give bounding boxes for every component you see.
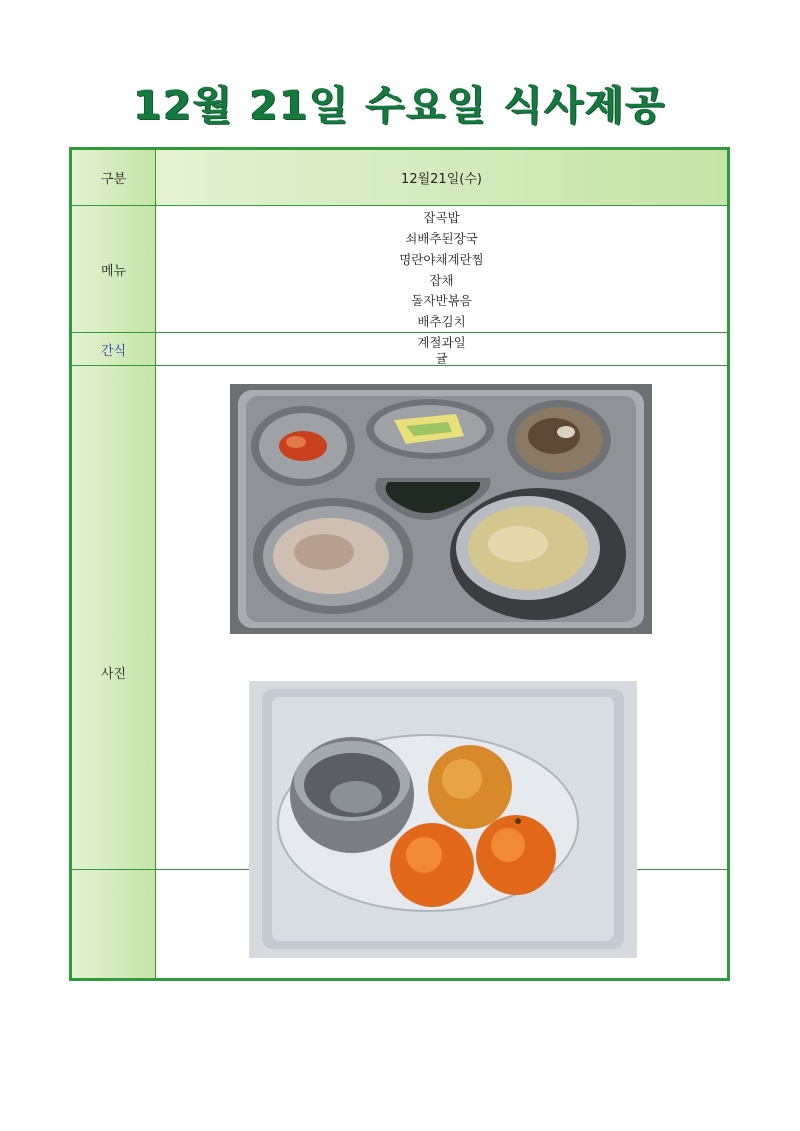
lunch-photo-cell: [156, 366, 727, 654]
header-row: [72, 150, 727, 206]
snack-list: [156, 333, 727, 365]
snack-item: 계절과일: [417, 335, 466, 350]
header-label: 구분: [72, 150, 156, 205]
lunch-tray-photo: [156, 366, 727, 654]
page-title: 12월 21일 수요일 식사제공: [133, 83, 667, 129]
menu-item: 잡채: [429, 273, 454, 288]
menu-item: 잡곡밥: [423, 210, 460, 225]
snack-label: 간식: [72, 333, 156, 365]
photo-label: 사진: [72, 366, 156, 978]
menu-item: 쇠배추된장국: [405, 231, 478, 246]
date-cell: 12월21일(수): [156, 150, 727, 205]
menu-row: [72, 206, 727, 333]
photo-row: [72, 366, 727, 978]
snack-fruit-photo: [156, 655, 727, 978]
menu-item: 돌자반볶음: [411, 293, 472, 308]
snack-row: [72, 333, 727, 366]
meal-table: [69, 147, 730, 981]
snack-photo-cell: [156, 655, 727, 978]
menu-list: [156, 206, 727, 332]
snack-item: 귤: [435, 351, 448, 366]
menu-item: 배추김치: [417, 314, 466, 329]
menu-label: 메뉴: [72, 206, 156, 332]
menu-item: 명란야채계란찜: [399, 252, 484, 267]
